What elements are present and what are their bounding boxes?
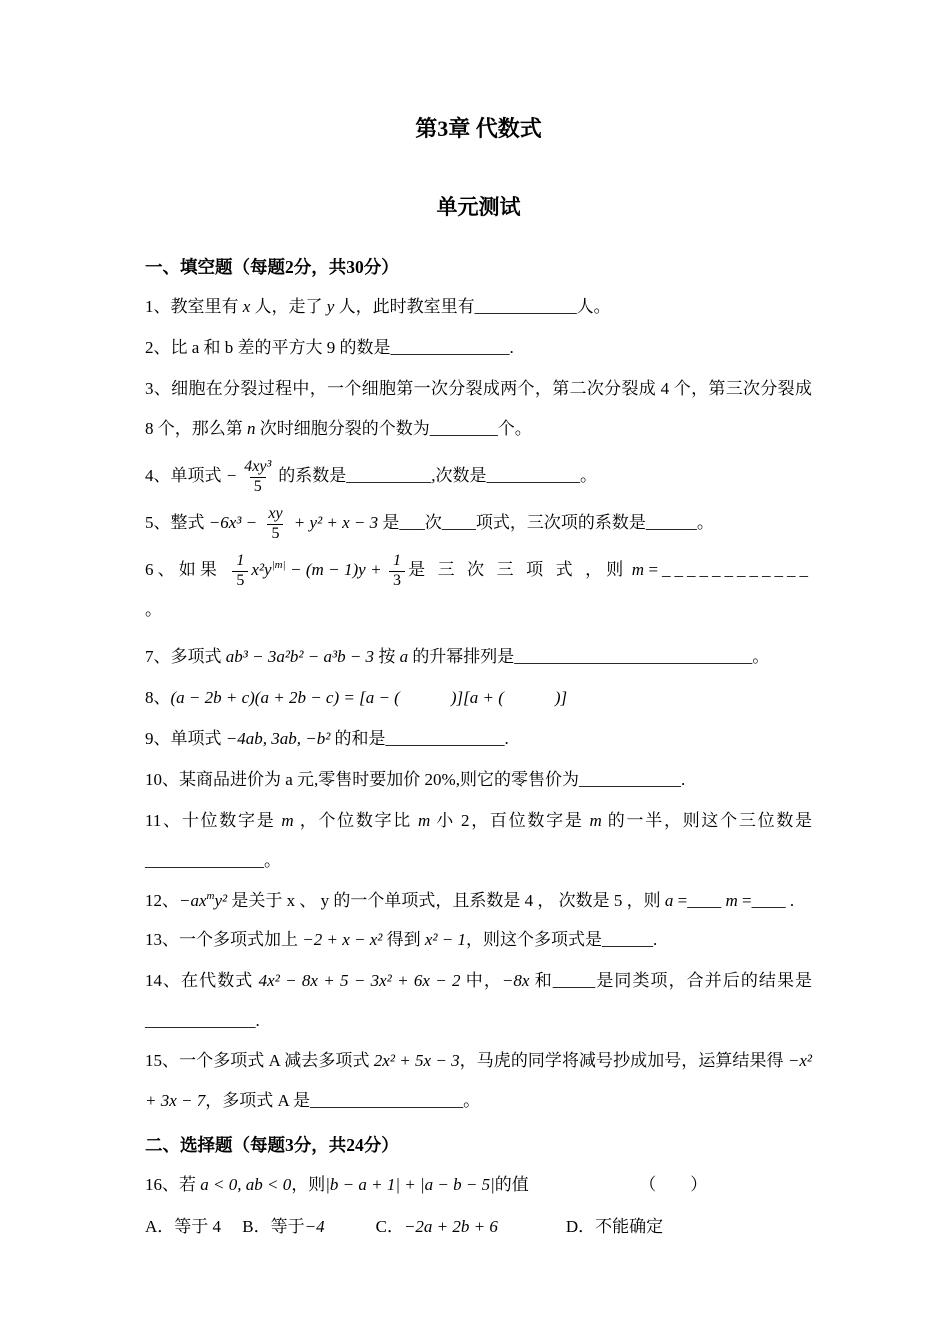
question: [145, 760, 812, 800]
question: [145, 369, 812, 449]
text: C．: [324, 1217, 404, 1237]
text: [504, 688, 555, 707]
question: [145, 456, 812, 496]
text: 15、一个多项式 A 减去多项式: [145, 1051, 370, 1071]
text: [400, 688, 451, 707]
text: 2、比 a 和 b 差的平方大 9 的数是______________.: [145, 338, 514, 358]
text: 是___次____项式，三次项的系数是______。: [382, 512, 714, 532]
section-heading: 二、选择题（每题3分，共24分）: [145, 1135, 399, 1156]
text: =____ .: [737, 890, 795, 910]
section-heading: 一、填空题（每题2分，共30分）: [145, 257, 399, 277]
question: [145, 550, 812, 630]
text: 16、若: [145, 1175, 196, 1195]
question: [145, 1041, 812, 1121]
math-text: ab³ − 3a²b² − a³b − 3: [221, 646, 379, 666]
text: 次时细胞分裂的个数为________个。: [259, 419, 532, 439]
document-subtitle: 单元测试: [436, 195, 521, 219]
text: 1、教室里有: [145, 297, 239, 317]
fraction: $\frac{1}{3}$: [389, 552, 405, 590]
answer-options: [145, 1207, 812, 1247]
math-text: y: [322, 297, 339, 317]
text: 8、: [145, 687, 171, 707]
math-text: a: [660, 890, 678, 910]
text: 13、一个多项式加上: [145, 930, 298, 950]
math-text: x²y: [251, 559, 272, 579]
text: 和_____是同类项，合并后的结果是_____________.: [145, 971, 813, 1031]
question: [145, 961, 812, 1041]
fraction: $\frac{xy}{5}$: [268, 505, 283, 542]
question: [145, 503, 812, 543]
math-text: x² − 1: [420, 930, 466, 950]
math-text: − (m − 1)y +: [285, 559, 386, 579]
text: 的一半，则这个三位数是 ______________。: [145, 810, 813, 870]
math-text: n: [242, 419, 260, 439]
text: 14、在代数式: [145, 971, 254, 991]
text: 的升幂排列是____________________________。: [412, 646, 770, 666]
text: 4、单项式: [145, 466, 222, 485]
text: 人，此时教室里有____________人。: [338, 297, 611, 317]
text: 9、单项式: [145, 728, 226, 748]
text: 10、某商品进价为 a 元,零售时要加价 20%,则它的零售价为____________.: [145, 769, 686, 789]
math-text: −4: [304, 1217, 325, 1237]
fraction: $\frac{1}{5}$: [232, 552, 248, 590]
text: 的系数是__________,次数是___________。: [278, 466, 597, 485]
math-text: −6x³ −: [204, 512, 262, 532]
text: 是关于 x 、 y 的一个单项式，且系数是 4 ， 次数是 5 ，则: [227, 890, 661, 910]
text: 3、细胞在分裂过程中，一个细胞第一次分裂成两个，第二次分裂成 4 个，第三次分裂成 8 个，那么第: [145, 379, 812, 439]
superscript: |m|: [271, 558, 286, 571]
math-text: m: [583, 810, 608, 830]
math-text: |b − a + 1| + |a − b − 5|: [325, 1175, 495, 1195]
text: 人，走了: [254, 297, 323, 317]
text: 小 2，百位数字是: [436, 810, 584, 830]
math-text: x: [238, 297, 255, 317]
math-text: )]: [554, 687, 568, 707]
text: ，多项式 A 是__________________。: [205, 1091, 481, 1111]
math-text: m: [275, 810, 300, 830]
fraction: $\frac{\text{4xy³}}{5}$: [244, 458, 272, 495]
question: [145, 801, 812, 881]
math-text: y²: [214, 890, 228, 910]
math-text: −2a + 2b + 6: [403, 1217, 498, 1237]
document-title: 第3章 代数式: [415, 116, 542, 141]
text: A．等于 4 B．等于: [145, 1217, 305, 1237]
text: 是 三 次 三 项 式 ，则: [407, 559, 628, 579]
math-text: (a − 2b + c)(a + 2b − c) = [a − (: [170, 687, 400, 707]
math-text: a < 0, ab < 0: [196, 1175, 292, 1195]
text: D．不能确定: [497, 1217, 664, 1237]
math-text: −4ab, 3ab, −b²: [225, 728, 331, 748]
text: ，则: [291, 1175, 326, 1195]
text: 5、整式: [145, 512, 205, 532]
text: 12、: [145, 890, 179, 910]
text: ，则这个多项式是______.: [465, 930, 658, 950]
text: 的值 （ ）: [494, 1175, 708, 1195]
question: [145, 881, 812, 921]
text: 按: [378, 646, 396, 666]
text: ，个位数字比: [299, 810, 413, 830]
text: 7、多项式: [145, 646, 222, 666]
math-text: −2 + x − x²: [298, 930, 387, 950]
text: 6、如果: [145, 559, 230, 579]
text: 的和是______________.: [330, 728, 509, 748]
math-text: 2x² + 5x − 3: [369, 1051, 460, 1071]
superscript: m: [206, 889, 215, 902]
text: 11、十位数字是: [145, 810, 276, 830]
math-text: m: [627, 559, 649, 579]
document-body: [145, 247, 812, 1247]
text: 得到: [386, 930, 421, 950]
text: 中，: [465, 971, 502, 991]
question: [145, 287, 812, 327]
math-text: + y² + x − 3: [289, 512, 383, 532]
text: =____________ 。: [145, 559, 813, 619]
math-text: a: [395, 646, 413, 666]
text: =____: [677, 890, 726, 910]
math-text: m: [725, 890, 738, 910]
math-text: −8x: [501, 971, 535, 991]
text: ，马虎的同学将减号抄成加号，运算结果得: [459, 1051, 784, 1071]
math-text: −: [221, 466, 238, 485]
math-text: 4x² − 8x + 5 − 3x² + 6x − 2: [253, 971, 466, 991]
question: [145, 1165, 812, 1205]
question: [145, 637, 812, 677]
math-text: −ax: [179, 890, 207, 910]
question: [145, 719, 812, 759]
question: [145, 920, 812, 960]
math-text: −x² + 3x − 7: [145, 1051, 812, 1111]
question: [145, 328, 812, 368]
math-text: m: [412, 810, 437, 830]
math-text: )][a + (: [450, 687, 504, 707]
question: [145, 678, 812, 718]
